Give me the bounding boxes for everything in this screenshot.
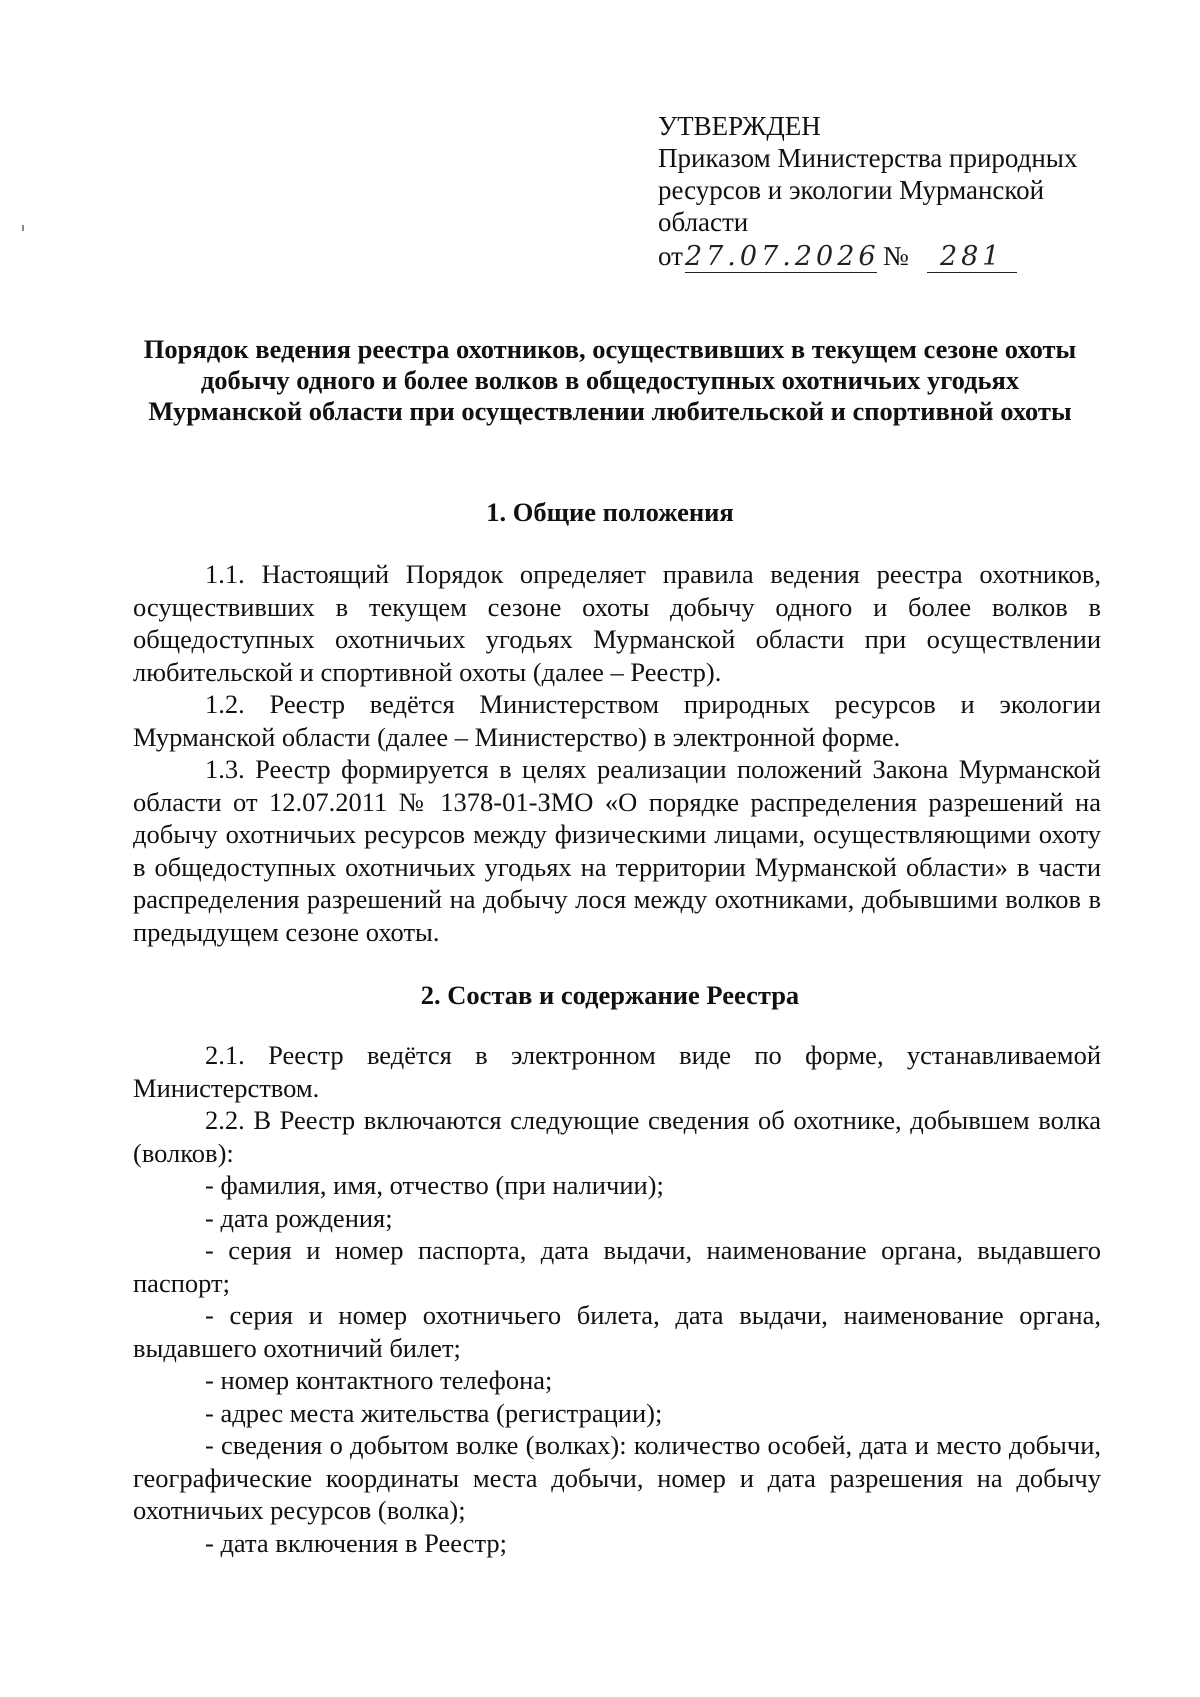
list-item: - номер контактного телефона; <box>205 1365 553 1395</box>
section-1-heading: 1. Общие положения <box>486 497 734 527</box>
list-item: - серия и номер охотничьего билета, дата выдачи, наименование органа, выдавшего охотничий билет; <box>133 1300 1101 1363</box>
list-item: - сведения о добытом волке (волках): количество особей, дата и место добычи, географические координаты места добычи, номер и дата разрешения на добычу охотничьих ресурсов (волка); <box>133 1430 1101 1525</box>
section-1-body <box>133 558 1101 948</box>
approval-line-1: Приказом Министерства природных <box>658 143 1078 173</box>
list-item: - дата включения в Реестр; <box>205 1527 507 1558</box>
paragraph-2-1: 2.1. Реестр ведётся в электронном виде по форме, устанавливаемой Министерством. <box>133 1040 1101 1103</box>
paragraph-1-2: 1.2. Реестр ведётся Министерством природных ресурсов и экологии Мурманской области (далее – Министерство) в электронной форме. <box>133 689 1101 752</box>
approval-heading: УТВЕРЖДЕН <box>658 111 821 141</box>
handwritten-number: 281 <box>927 242 1017 273</box>
approval-stamp <box>658 110 1128 273</box>
number-label: № <box>882 241 909 271</box>
list-item: - дата рождения; <box>205 1202 393 1233</box>
date-prefix: от <box>658 241 683 271</box>
section-2-heading: 2. Состав и содержание Реестра <box>420 980 800 1010</box>
approval-line-3: области <box>658 207 749 237</box>
handwritten-date: 27.07.2026 <box>684 241 880 272</box>
list-item: - серия и номер паспорта, дата выдачи, наименование органа, выдавшего паспорт; <box>133 1235 1101 1298</box>
approval-date-line <box>658 240 1128 273</box>
paragraph-2-2: 2.2. В Реестр включаются следующие сведения об охотнике, добывшем волка (волков): <box>133 1105 1101 1168</box>
list-item: - фамилия, имя, отчество (при наличии); <box>205 1170 664 1200</box>
section-2-body <box>133 1039 1101 1559</box>
document-title: Порядок ведения реестра охотников, осуществивших в текущем сезоне охоты добычу одного и более волков в общедоступных охотничьих угодьях Мурманской области при осуществлении любительской и спортивной охоты <box>143 334 1077 426</box>
paragraph-1-3: 1.3. Реестр формируется в целях реализации положений Закона Мурманской области от 12.07.2011 № 1378-01-ЗМО «О порядке распределения разрешений на добычу охотничьих ресурсов между физическими лицами, осуществляющими охоту в общедоступных охотничьих угодьях на территории Мурманской области» в части распределения разрешений на добычу лося между охотниками, добывшими волков в предыдущем сезоне охоты. <box>133 754 1101 947</box>
approval-line-2: ресурсов и экологии Мурманской <box>658 175 1045 205</box>
list-item: - адрес места жительства (регистрации); <box>205 1397 663 1428</box>
scan-artifact <box>22 225 24 231</box>
paragraph-1-1: 1.1. Настоящий Порядок определяет правила ведения реестра охотников, осуществивших в текущем сезоне охоты добычу одного и более волков в общедоступных охотничьих угодьях Мурманской области при осуществлении любительской и спортивной охоты (далее – Реестр). <box>133 559 1101 687</box>
